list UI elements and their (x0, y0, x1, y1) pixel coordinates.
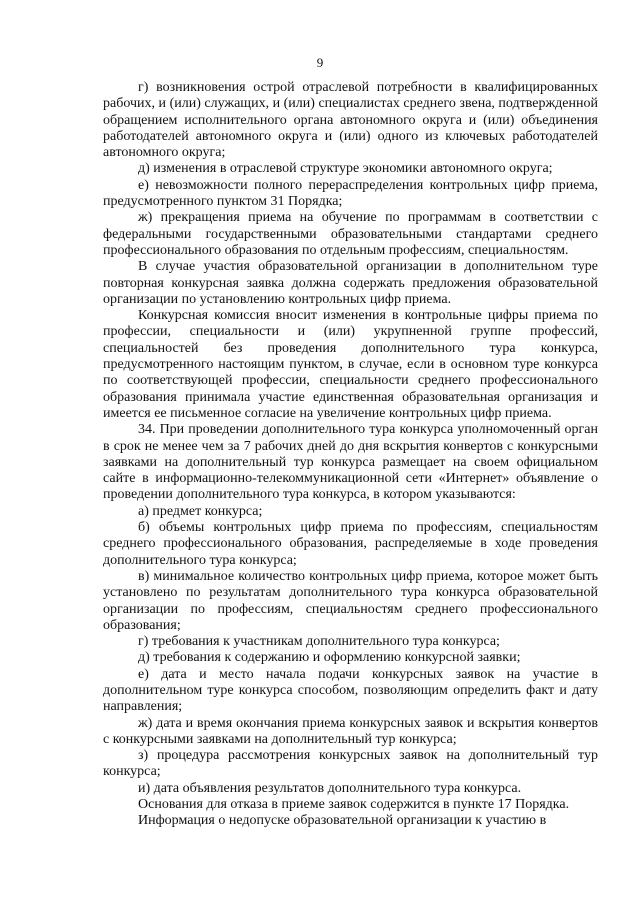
paragraph: а) предмет конкурса; (138, 503, 263, 519)
paragraph: Информация о недопуске образовательной организации к участию в (138, 813, 547, 829)
paragraph: Конкурсная комиссия вносит изменения в контрольные цифры приема по профессии, специальности и (или) укрупненной группе профессий, специальностей без проведения дополнительного тура конкурса, предусмотренного настоящим пунктом, в случае, если в основном туре конкурса по соответствующей профессии, специальности среднего профессионального образования принимала участие единственная образовательная организация и имеется ее письменное согласие на увеличение контрольных цифр приема. (103, 308, 598, 421)
paragraph: з) процедура рассмотрения конкурсных заявок на дополнительный тур конкурса; (103, 748, 598, 780)
page-number: 9 (316, 55, 324, 70)
paragraph: 34. При проведении дополнительного тура конкурса уполномоченный орган в срок не менее чем за 7 рабочих дней до дня вскрытия конвертов с конкурсными заявками на дополнительный тур конкурса размещает на своем официальном сайте в информационно-телекоммуникационной сети «Интернет» объявление о проведении дополнительного тура конкурса, в котором указываются: (103, 422, 598, 503)
paragraph: ж) прекращения приема на обучение по программам в соответствии с федеральными государственными образовательными стандартами среднего профессионального образования по отдельным профессиям, специальностям. (103, 210, 598, 258)
document-body (103, 80, 598, 830)
paragraph: и) дата объявления результатов дополнительного тура конкурса. (138, 780, 522, 796)
paragraph: е) дата и место начала подачи конкурсных заявок на участие в дополнительном туре конкурса способом, позволяющим определить факт и дату направления; (103, 666, 598, 715)
paragraph: г) требования к участникам дополнительного тура конкурса; (138, 634, 500, 650)
paragraph: г) возникновения острой отраслевой потребности в квалифицированных рабочих, и (или) служащих, и (или) специалистах среднего звена, подтвержденной обращением исполнительного органа автономного округа и (или) объединения работодателей автономного округа и (или) одного из ключевых работодателей автономного округа; (103, 80, 598, 161)
paragraph: ж) дата и время окончания приема конкурсных заявок и вскрытия конвертов с конкурсными заявками на дополнительный тур конкурса; (103, 715, 598, 747)
paragraph: д) изменения в отраслевой структуре экономики автономного округа; (138, 161, 553, 177)
paragraph: б) объемы контрольных цифр приема по профессиям, специальностям среднего профессионального образования, распределяемые в ходе проведения дополнительного тура конкурса; (103, 520, 598, 568)
paragraph: д) требования к содержанию и оформлению конкурсной заявки; (138, 650, 521, 666)
paragraph: Основания для отказа в приеме заявок содержится в пункте 17 Порядка. (138, 797, 570, 813)
paragraph: в) минимальное количество контрольных цифр приема, которое может быть установлено по результатам дополнительного тура конкурса образовательной организации по профессиям, специальностям среднего профессионального образования; (103, 568, 598, 633)
paragraph: е) невозможности полного перераспределения контрольных цифр приема, предусмотренного пунктом 31 Порядка; (103, 177, 598, 210)
paragraph: В случае участия образовательной организации в дополнительном туре повторная конкурсная заявка должна содержать предложения образовательной организации по установлению контрольных цифр приема. (103, 259, 598, 307)
